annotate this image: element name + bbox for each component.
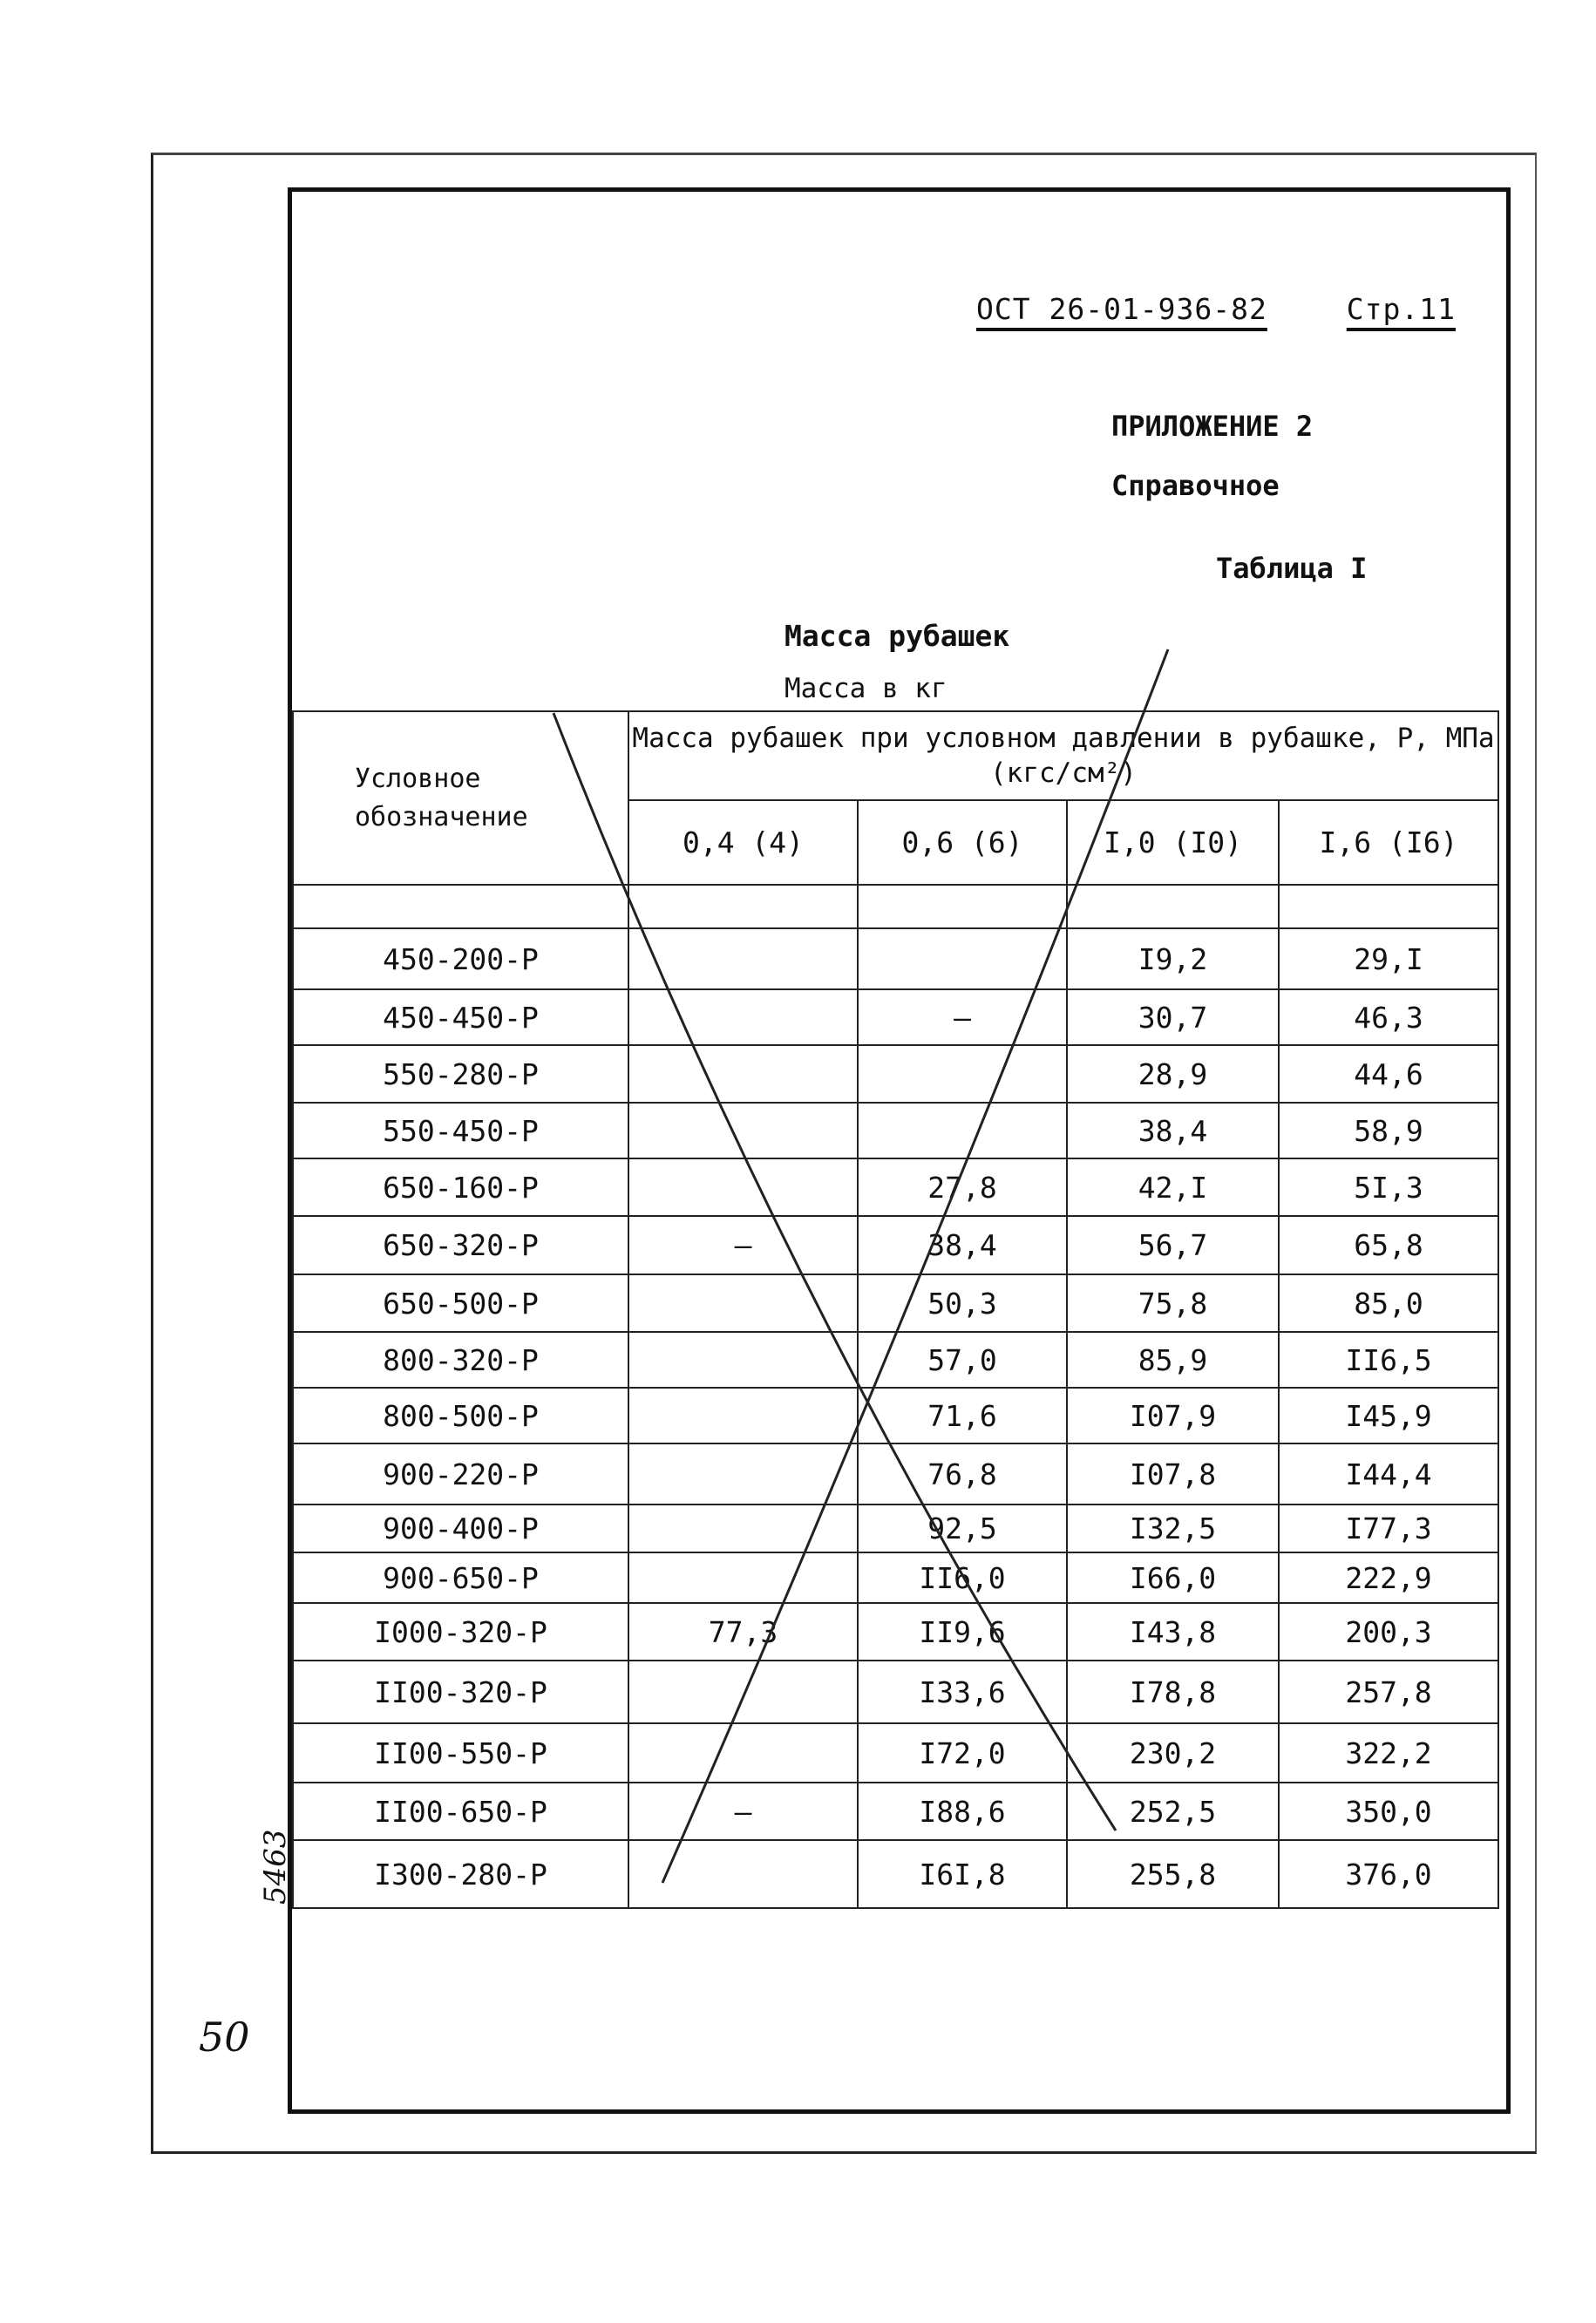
pressure-column-header: 0,6 (6) [858,800,1067,885]
table-row [293,1388,1498,1443]
mass-cell-p04 [628,1723,858,1783]
designation-cell: II00-550-Р [293,1723,628,1783]
mass-cell-p06: II6,0 [858,1552,1067,1603]
spacer-cell [1067,885,1279,928]
table-row [293,1216,1498,1274]
designation-cell: 800-500-Р [293,1388,628,1443]
mass-cell-p06: 71,6 [858,1388,1067,1443]
table-row [293,1332,1498,1388]
designation-header: Условное обозначение [293,711,628,885]
spacer-cell [858,885,1067,928]
mass-cell-p16: 29,I [1279,928,1498,989]
mass-cell-p10: I9,2 [1067,928,1279,989]
mass-cell-p06: 76,8 [858,1443,1067,1505]
mass-cell-p04 [628,1505,858,1552]
table-row [293,928,1498,989]
mass-cell-p06: 92,5 [858,1505,1067,1552]
mass-cell-p10: 230,2 [1067,1723,1279,1783]
mass-cell-p04 [628,1443,858,1505]
mass-cell-p06: I33,6 [858,1661,1067,1723]
mass-cell-p10: 38,4 [1067,1103,1279,1158]
mass-cell-p04 [628,1045,858,1103]
mass-cell-p16: 5I,3 [1279,1158,1498,1216]
mass-cell-p04 [628,1388,858,1443]
mass-cell-p10: 85,9 [1067,1332,1279,1388]
table-row [293,1603,1498,1661]
mass-cell-p06: 27,8 [858,1158,1067,1216]
designation-cell: 550-280-Р [293,1045,628,1103]
mass-cell-p16: I45,9 [1279,1388,1498,1443]
mass-cell-p10: I32,5 [1067,1505,1279,1552]
designation-cell: 650-320-Р [293,1216,628,1274]
mass-cell-p06 [858,1045,1067,1103]
table-row [293,1274,1498,1332]
mass-cell-p16: 322,2 [1279,1723,1498,1783]
mass-cell-p16: 58,9 [1279,1103,1498,1158]
pressure-column-header: I,6 (I6) [1279,800,1498,885]
spacer-cell [628,885,858,928]
appendix-label: ПРИЛОЖЕНИЕ 2 [1111,410,1314,443]
mass-cell-p10: 56,7 [1067,1216,1279,1274]
mass-cell-p16: 257,8 [1279,1661,1498,1723]
mass-cell-p10: I07,9 [1067,1388,1279,1443]
table-row [293,1723,1498,1783]
mass-cell-p16: 376,0 [1279,1840,1498,1908]
designation-cell: 650-160-Р [293,1158,628,1216]
table-row [293,1103,1498,1158]
mass-cell-p10: 30,7 [1067,989,1279,1045]
spacer-cell [293,885,628,928]
table-row [293,989,1498,1045]
pressure-column-header: 0,4 (4) [628,800,858,885]
mass-cell-p06: I6I,8 [858,1840,1067,1908]
mass-cell-p06: — [858,989,1067,1045]
mass-cell-p04 [628,1274,858,1332]
mass-cell-p16: I77,3 [1279,1505,1498,1552]
table-row [293,1505,1498,1552]
document-code: ОСТ 26-01-936-82 [976,292,1267,326]
table-number: Таблица I [1216,552,1368,585]
table-row [293,1045,1498,1103]
mass-cell-p16: 350,0 [1279,1783,1498,1840]
mass-cell-p06: I88,6 [858,1783,1067,1840]
table-row [293,1840,1498,1908]
mass-cell-p04: — [628,1783,858,1840]
table-caption: Масса рубашек [784,619,1010,653]
designation-cell: 800-320-Р [293,1332,628,1388]
mass-table [292,710,1499,1909]
table-row [293,1158,1498,1216]
mass-cell-p06: I72,0 [858,1723,1067,1783]
mass-cell-p16: I44,4 [1279,1443,1498,1505]
mass-cell-p10: I07,8 [1067,1443,1279,1505]
mass-cell-p16: 44,6 [1279,1045,1498,1103]
mass-cell-p10: 255,8 [1067,1840,1279,1908]
mass-cell-p04 [628,1840,858,1908]
mass-cell-p10: 42,I [1067,1158,1279,1216]
sheet-number: 50 [199,2014,250,2061]
mass-cell-p06: 38,4 [858,1216,1067,1274]
mass-cell-p16: II6,5 [1279,1332,1498,1388]
mass-cell-p04: — [628,1216,858,1274]
mass-cell-p10: 252,5 [1067,1783,1279,1840]
designation-cell: II00-650-Р [293,1783,628,1840]
designation-cell: II00-320-Р [293,1661,628,1723]
mass-cell-p06 [858,1103,1067,1158]
mass-cell-p04 [628,928,858,989]
designation-cell: I000-320-Р [293,1603,628,1661]
header-spacer-row [293,885,1498,928]
document-header [976,292,1456,326]
mass-cell-p04: 77,3 [628,1603,858,1661]
mass-cell-p04 [628,1661,858,1723]
designation-cell: 550-450-Р [293,1103,628,1158]
designation-cell: 450-200-Р [293,928,628,989]
mass-cell-p16: 200,3 [1279,1603,1498,1661]
mass-cell-p06 [858,928,1067,989]
mass-cell-p10: I66,0 [1067,1552,1279,1603]
designation-cell: 900-220-Р [293,1443,628,1505]
pressure-column-header: I,0 (I0) [1067,800,1279,885]
designation-cell: 900-650-Р [293,1552,628,1603]
spacer-cell [1279,885,1498,928]
table-row [293,1661,1498,1723]
margin-stamp: 5463 [258,1829,293,1905]
mass-cell-p06: 50,3 [858,1274,1067,1332]
designation-cell: 650-500-Р [293,1274,628,1332]
designation-cell: 900-400-Р [293,1505,628,1552]
mass-cell-p10: I78,8 [1067,1661,1279,1723]
reference-label: Справочное [1111,469,1280,502]
mass-cell-p10: 28,9 [1067,1045,1279,1103]
table-row [293,1443,1498,1505]
mass-cell-p16: 85,0 [1279,1274,1498,1332]
mass-cell-p10: I43,8 [1067,1603,1279,1661]
mass-cell-p10: 75,8 [1067,1274,1279,1332]
table-row [293,1783,1498,1840]
designation-cell: I300-280-Р [293,1840,628,1908]
mass-cell-p04 [628,989,858,1045]
units-caption: Масса в кг [784,673,947,704]
mass-cell-p04 [628,1332,858,1388]
pressure-header: Масса рубашек при условном давлении в рубашке, Р, МПа (кгс/см²) [628,711,1498,800]
mass-cell-p06: II9,6 [858,1603,1067,1661]
mass-cell-p04 [628,1552,858,1603]
table-row [293,1552,1498,1603]
page-label: Стр.11 [1346,292,1456,326]
mass-cell-p16: 46,3 [1279,989,1498,1045]
mass-cell-p16: 222,9 [1279,1552,1498,1603]
mass-cell-p04 [628,1103,858,1158]
mass-cell-p04 [628,1158,858,1216]
designation-cell: 450-450-Р [293,989,628,1045]
mass-cell-p06: 57,0 [858,1332,1067,1388]
mass-cell-p16: 65,8 [1279,1216,1498,1274]
